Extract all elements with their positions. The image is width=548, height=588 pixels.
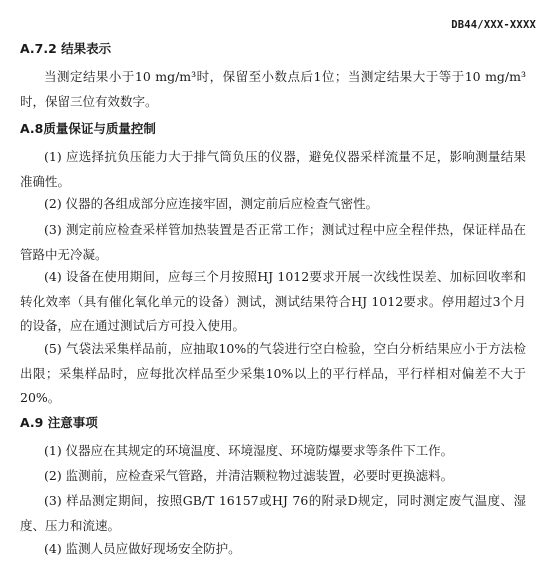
paragraph-qa-3: (3) 测定前应检查采样管加热装置是否正常工作；测试过程中应全程伴热，保证样品在管路中无冷凝。 xyxy=(20,222,526,262)
paragraph-note-3: (3) 样品测定期间，按照GB/T 16157或HJ 76的附录D规定，同时测定废气温度、湿度、压力和流速。 xyxy=(20,493,526,533)
document-code: DB44/XXX-XXXX xyxy=(451,19,536,31)
paragraph-note-1: (1) 仪器应在其规定的环境温度、环境湿度、环境防爆要求等条件下工作。 xyxy=(44,443,454,458)
paragraph-qa-5: (5) 气袋法采集样品前，应抽取10%的气袋进行空白检验，空白分析结果应小于方法检出限；采集样品时，应每批次样品至少采集10%以上的平行样品，平行样相对偏差不大于20%。 xyxy=(20,341,526,405)
paragraph-qa-4: (4) 设备在使用期间，应每三个月按照HJ 1012要求开展一次线性误差、加标回收率和转化效率（具有催化氧化单元的设备）测试，测试结果符合HJ 1012要求。停用超过3个月的设备，应在通过测试后方可投入使用。 xyxy=(20,269,526,333)
section-heading-a9: A.9 注意事项 xyxy=(20,415,98,430)
paragraph-qa-1: (1) 应选择抗负压能力大于排气筒负压的仪器，避免仪器采样流量不足，影响测量结果准确性。 xyxy=(20,149,526,189)
section-heading-a72: A.7.2 结果表示 xyxy=(20,41,112,56)
paragraph-qa-2: (2) 仪器的各组成部分应连接牢固，测定前后应检查气密性。 xyxy=(44,196,379,211)
paragraph-result-expression: 当测定结果小于10 mg/m³时，保留至小数点后1位；当测定结果大于等于10 mg/m³时，保留三位有效数字。 xyxy=(20,69,526,109)
section-heading-a8: A.8质量保证与质量控制 xyxy=(20,121,156,136)
paragraph-note-2: (2) 监测前，应检查采气管路，并清洁颗粒物过滤装置，必要时更换滤料。 xyxy=(44,468,454,483)
paragraph-note-4: (4) 监测人员应做好现场安全防护。 xyxy=(44,541,241,556)
